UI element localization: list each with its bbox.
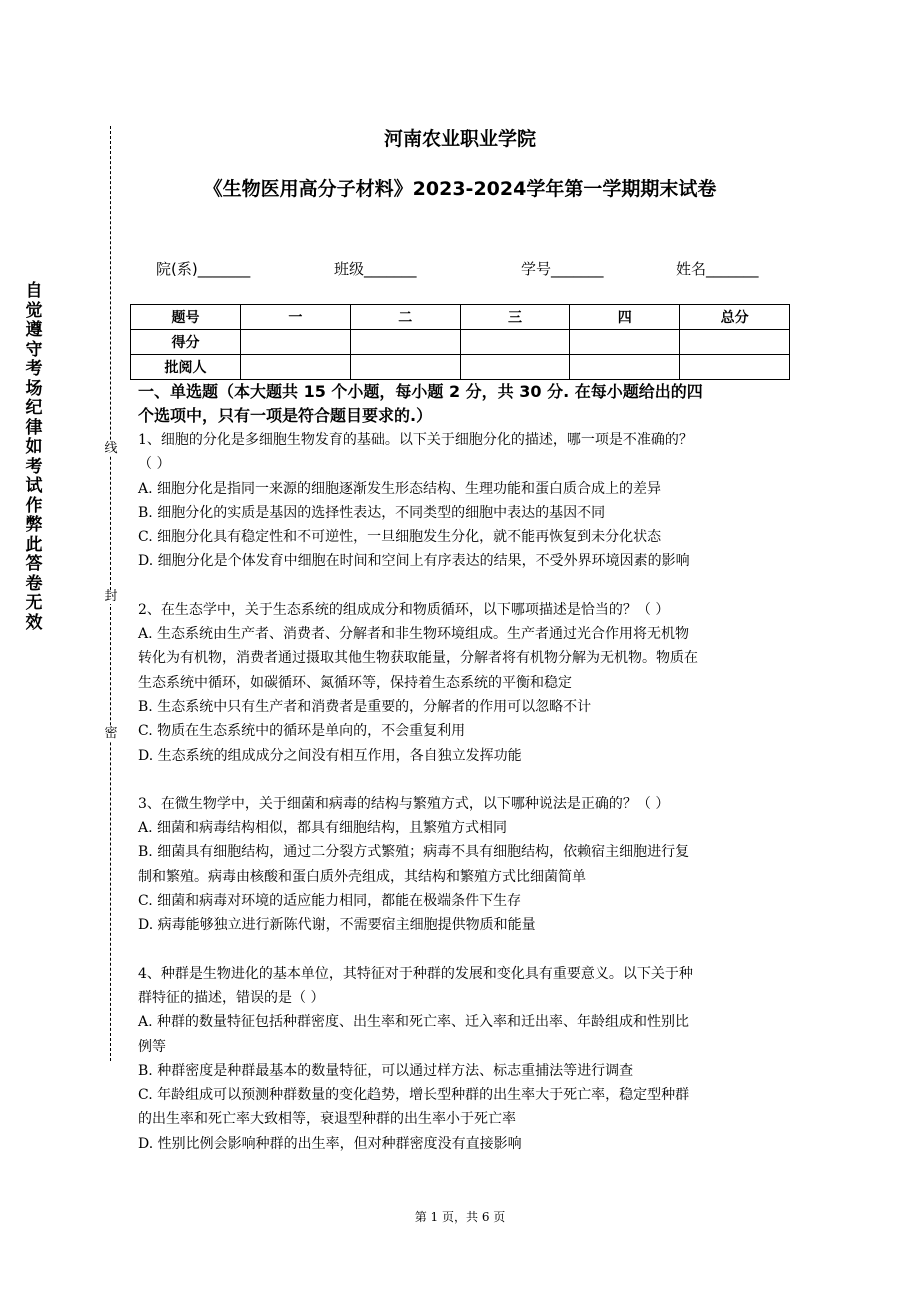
notice-char: 作 [25, 495, 43, 516]
exam-title: 《生物医用高分子材料》2023-2024学年第一学期期末试卷 [203, 178, 717, 200]
reviewer-row-label: 批阅人 [131, 355, 241, 380]
score-table-header [131, 305, 790, 330]
question-option[interactable]: 生态系统中循环，如碳循环、氮循环等，保持着生态系统的平衡和稳定 [138, 674, 572, 691]
question-item [138, 962, 788, 1156]
question-option[interactable]: A. 生态系统由生产者、消费者、分解者和非生物环境组成。生产者通过光合作用将无机物 [138, 626, 690, 643]
question-content [138, 380, 788, 1156]
dept-field[interactable]: 院(系)_______ [156, 260, 251, 278]
score-header-cell: 总分 [680, 305, 790, 330]
question-gap [138, 574, 788, 598]
question-option[interactable]: C. 年龄组成可以预测种群数量的变化趋势，增长型种群的出生率大于死亡率，稳定型种群 [138, 1087, 690, 1104]
question-stem: （ ） [138, 456, 171, 473]
reviewer-row [131, 355, 790, 380]
score-header-cell: 一 [241, 305, 351, 330]
score-cell[interactable] [241, 330, 351, 355]
question-option[interactable]: D. 细胞分化是个体发育中细胞在时间和空间上有序表达的结果，不受外界环境因素的影响 [138, 553, 690, 570]
notice-char: 纪 [25, 398, 43, 418]
question-option[interactable]: B. 种群密度是种群最基本的数量特征，可以通过样方法、标志重捕法等进行调查 [138, 1062, 634, 1079]
question-option[interactable]: 制和繁殖。病毒由核酸和蛋白质外壳组成，其结构和繁殖方式比细菌简单 [138, 868, 586, 885]
reviewer-cell[interactable] [241, 355, 351, 380]
question-option[interactable]: B. 细菌具有细胞结构，通过二分裂方式繁殖；病毒不具有细胞结构，依赖宿主细胞进行复 [138, 844, 690, 861]
notice-char: 效 [25, 612, 43, 633]
question-option[interactable]: 的出生率和死亡率大致相等，衰退型种群的出生率小于死亡率 [138, 1111, 516, 1128]
score-table [130, 304, 790, 380]
notice-char: 如 [25, 437, 43, 457]
score-cell[interactable] [680, 330, 790, 355]
notice-char: 自 [25, 281, 43, 301]
question-item [138, 792, 788, 938]
question-option[interactable]: C. 细菌和病毒对环境的适应能力相同，都能在极端条件下生存 [138, 893, 522, 910]
notice-char: 无 [25, 593, 43, 613]
notice-char: 觉 [25, 300, 43, 321]
page-footer: 第 1 页，共 6 页 [414, 1210, 506, 1224]
question-option[interactable]: A. 细胞分化是指同一来源的细胞逐渐发生形态结构、生理功能和蛋白质合成上的差异 [138, 480, 662, 497]
question-stem: 3、在微生物学中，关于细菌和病毒的结构与繁殖方式，以下哪种说法是正确的？（ ） [138, 795, 670, 812]
question-stem: 4、种群是生物进化的基本单位，其特征对于种群的发展和变化具有重要意义。以下关于种 [138, 965, 693, 982]
binding-label-xian: 线 [104, 441, 118, 456]
question-option[interactable]: A. 细菌和病毒结构相似，都具有细胞结构，且繁殖方式相同 [138, 820, 508, 837]
notice-char: 此 [25, 534, 43, 555]
notice-char: 考 [25, 456, 43, 477]
question-stem: 1、细胞的分化是多细胞生物发育的基础。以下关于细胞分化的描述，哪一项是不准确的？ [138, 432, 693, 448]
question-item [138, 428, 788, 574]
score-row-label: 得分 [131, 330, 241, 355]
score-header-cell: 三 [460, 305, 570, 330]
reviewer-cell[interactable] [350, 355, 460, 380]
binding-label-feng: 封 [104, 589, 118, 604]
question-option[interactable]: D. 生态系统的组成成分之间没有相互作用，各自独立发挥功能 [138, 747, 522, 764]
notice-char: 场 [25, 378, 43, 399]
score-cell[interactable] [350, 330, 460, 355]
question-option[interactable]: D. 性别比例会影响种群的出生率，但对种群密度没有直接影响 [138, 1135, 522, 1152]
score-header-cell: 二 [350, 305, 460, 330]
section-heading: 一、单选题（本大题共 15 个小题，每小题 2 分，共 30 分. 在每小题给出的四 [138, 382, 703, 401]
question-list [138, 428, 788, 1156]
notice-char: 答 [25, 554, 43, 574]
score-cell[interactable] [570, 330, 680, 355]
score-cell[interactable] [460, 330, 570, 355]
notice-char: 守 [25, 339, 43, 360]
notice-char: 卷 [25, 573, 43, 594]
class-field[interactable]: 班级_______ [334, 260, 417, 278]
notice-char: 律 [25, 417, 43, 438]
question-option[interactable]: B. 细胞分化的实质是基因的选择性表达，不同类型的细胞中表达的基因不同 [138, 504, 606, 521]
question-gap [138, 768, 788, 792]
notice-char: 考 [25, 359, 43, 379]
school-name: 河南农业职业学院 [383, 128, 536, 150]
question-option[interactable]: A. 种群的数量特征包括种群密度、出生率和死亡率、迁入率和迁出率、年龄组成和性别比 [138, 1014, 690, 1031]
score-header-cell: 题号 [131, 305, 241, 330]
question-option[interactable]: D. 病毒能够独立进行新陈代谢，不需要宿主细胞提供物质和能量 [138, 917, 536, 934]
question-option[interactable]: 转化为有机物，消费者通过摄取其他生物获取能量，分解者将有机物分解为无机物。物质在 [138, 650, 698, 667]
notice-char: 试 [25, 476, 43, 496]
student-id-field[interactable]: 学号_______ [521, 260, 604, 278]
question-item [138, 598, 788, 768]
question-option[interactable]: B. 生态系统中只有生产者和消费者是重要的，分解者的作用可以忽略不计 [138, 698, 592, 715]
reviewer-cell[interactable] [570, 355, 680, 380]
notice-char: 弊 [25, 515, 43, 535]
question-option[interactable]: C. 细胞分化具有稳定性和不可逆性，一旦细胞发生分化，就不能再恢复到未分化状态 [138, 529, 662, 546]
score-header-cell: 四 [570, 305, 680, 330]
exam-discipline-notice [22, 282, 46, 633]
question-option[interactable]: C. 物质在生态系统中的循环是单向的，不会重复利用 [138, 723, 466, 740]
notice-char: 遵 [25, 320, 43, 340]
question-stem: 2、在生态学中，关于生态系统的组成成分和物质循环，以下哪项描述是恰当的？（ ） [138, 601, 670, 618]
question-stem: 群特征的描述，错误的是（ ） [138, 989, 325, 1006]
reviewer-cell[interactable] [460, 355, 570, 380]
question-option[interactable]: 例等 [138, 1038, 166, 1055]
binding-label-mi: 密 [104, 726, 118, 741]
name-field[interactable]: 姓名_______ [676, 260, 759, 278]
score-row [131, 330, 790, 355]
section-heading: 个选项中，只有一项是符合题目要求的.） [138, 406, 433, 425]
reviewer-cell[interactable] [680, 355, 790, 380]
question-gap [138, 938, 788, 962]
